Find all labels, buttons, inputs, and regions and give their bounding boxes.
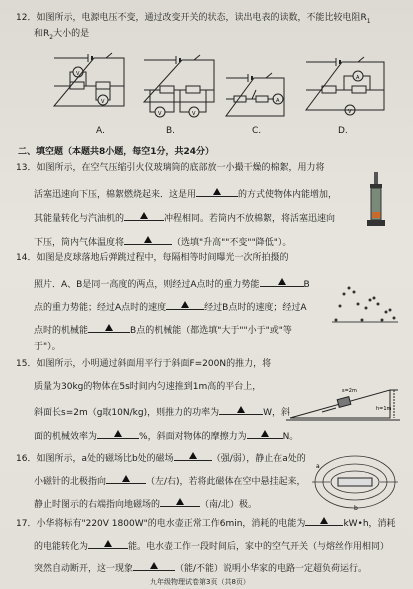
q16-line2: 小磁针的北极指向 （左/右)，若将此磁体在空中悬挂起来， [34,473,306,488]
blank[interactable] [166,299,204,310]
q16-line3: 静止时图示的右端指向地磁场的 （南/北）极。 [34,496,257,511]
incline-figure [286,378,400,426]
blank[interactable] [305,515,343,526]
blank[interactable] [219,404,263,415]
q14-line2: 照片．A、B是同一高度的两点，则经过A点时的重力势能 B [34,276,310,291]
q13-line1: 13．如图所示，在空气压缩引火仪玻璃筒的底部放一小撮干燥的棉絮，用力将 [16,163,325,173]
circuit-diagram-c [222,70,288,122]
blank[interactable] [97,428,139,439]
q12-line2: 和$R_2$大小的是 [34,29,90,41]
option-a-label: A. [96,126,105,136]
q13-line2: 活塞迅速向下压，棉絮燃烧起来．这是用 的方式使物体内能增加， [34,186,337,201]
option-b-label: B. [166,126,176,136]
blank[interactable] [124,234,172,245]
blank[interactable] [106,473,146,484]
page-footer: 九年级物理试卷第3页（共8页） [150,578,250,586]
q15-line1: 15．如图所示，小明通过斜面用平行于斜面F=200N的推力，将 [16,359,272,369]
svg-text:V: V [192,111,196,117]
blank[interactable] [174,450,212,461]
blank[interactable] [133,560,175,571]
q12-line1: 12．如图所示，电源电压不变，通过改变开关的状态，读出电表的读数，不能比较电阻$R_1$ [16,13,371,25]
svg-text:V: V [158,111,162,117]
section-heading: 二、填空题（本题共8小题，每空1分，共24分） [18,147,215,157]
air-compression-igniter-figure [362,172,390,228]
bouncing-ball-photo [332,280,398,328]
blank[interactable] [124,210,164,221]
q15-line3: 斜面长s=2m（g取10N/kg)，则推力的功率为 W，斜 [34,404,290,419]
circuit-diagram-b [140,50,218,122]
bar-magnet-field-figure [310,452,400,512]
blank[interactable] [196,186,238,197]
svg-text:A: A [276,98,280,104]
incline-length-label: s=2m [342,388,357,394]
option-c-label: C. [252,126,262,136]
blank[interactable] [260,276,304,287]
q15-line4: 面的机械效率为 %，斜面对物体的摩擦力为 N。 [34,428,298,443]
option-d-label: D. [338,126,348,136]
blank[interactable] [160,496,200,507]
point-a-label: a [316,463,320,470]
svg-text:V: V [76,71,80,77]
q13-line4: 下压，筒内气体温度将 （选填"升高""不变""降低"）。 [34,234,291,249]
svg-text:V: V [101,99,105,105]
q13-line3: 其能量转化与汽油机的 冲程相同。若筒内不放棉絮，将活塞迅速向 [34,210,335,225]
q14-line3: 点的重力势能；经过A点时的速度 经过B点时的速度；经过A [34,299,307,314]
q17-line2: 的电能转化为 能。电水壶工作一段时间后，家中的空气开关（与熔丝作用相同） [34,538,389,553]
svg-text:A: A [356,75,360,81]
point-b-label: b [354,505,358,512]
circuit-diagram-a [48,50,130,112]
q14-line5: 于"）。 [34,342,61,352]
blank[interactable] [88,538,128,549]
blank[interactable] [88,322,130,333]
q17-line1: 17．小华将标有"220V 1800W"的电水壶正常工作6min，消耗的电能为 kW•h，消耗 [16,515,396,530]
q16-line1: 16．如图所示，a处的磁场比b处的磁场 （强/弱），静止在a处的 [16,450,306,465]
incline-height-label: h=1m [376,406,392,412]
circuit-diagram-d [300,52,390,124]
q17-line3: 突然自动断开，这一现象 （能/不能）说明小华家的电路一定超负荷运行。 [34,560,367,575]
q14-line1: 14．如图是皮球落地后弹跳过程中，每隔相等时间曝光一次所拍摄的 [16,253,289,263]
blank[interactable] [247,428,283,439]
svg-text:V: V [348,109,352,115]
q15-line2: 质量为30kg的物体在5s时间内匀速推到1m高的平台上， [34,382,262,392]
q14-line4: 点时的机械能 B点的机械能（都选填"大于""小于"或"等 [34,322,292,337]
